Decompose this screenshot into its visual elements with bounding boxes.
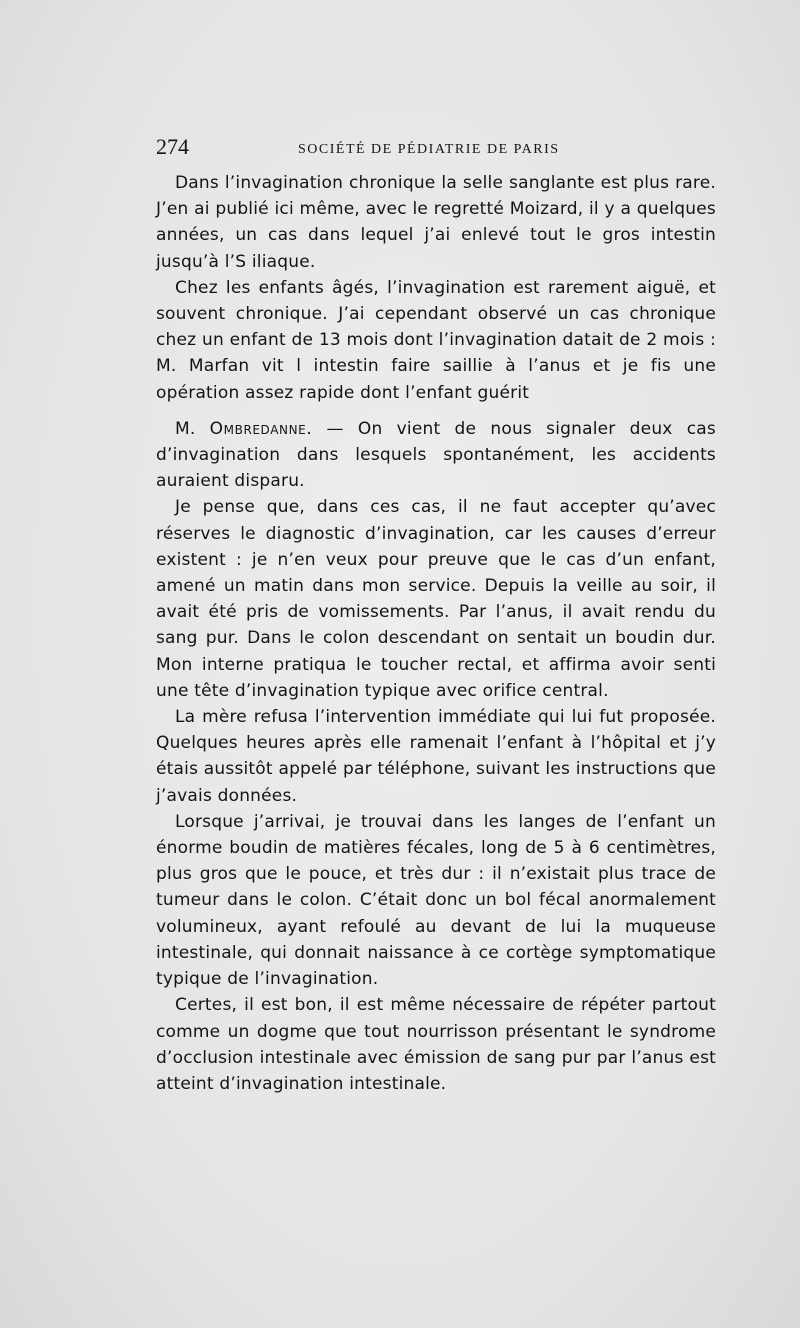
paragraph: Certes, il est bon, il est même nécessaire de répéter partout comme un dogme que tout nourrisson présentant le syndrome d’occlusion intestinale avec émission de sang pur par l’anus est atteint d’invagination intestinale. — [156, 995, 716, 1094]
speaker-name: Ombredanne. — [209, 418, 313, 439]
paragraph: Je pense que, dans ces cas, il ne faut accepter qu’avec réserves le diagnostic d’invagination, car les causes d’erreur existent : je n’en veux pour preuve que le cas d’un enfant, amené un matin dans mon service. Depuis la veille au soir, il avait été pris de vomissements. Par l’anus, il avait rendu du sang pur. Dans le colon descendant on sentait un boudin dur. Mon interne pratiqua le toucher rectal, et affirma avoir senti une tête d’invagination typique avec orifice central. — [156, 497, 716, 701]
speaker-text: — On vient de nous signaler deux cas d’invagination dans lesquels spontanément, les accidents auraient disparu. — [156, 418, 716, 492]
paragraph: Dans l’invagination chronique la selle sanglante est plus rare. J’en ai publié ici même, avec le regretté Moizard, il y a quelques années, un cas dans lequel j’ai enlevé tout le gros intestin jusqu’à l’S iliaque. — [156, 173, 716, 272]
speaker-prefix: M. — [175, 418, 196, 439]
paragraph: Chez les enfants âgés, l’invagination est rarement aiguë, et souvent chronique. J’ai cependant observé un cas chronique chez un enfant de 13 mois dont l’invagination datait de 2 mois : M. Marfan vit l intestin faire saillie à l’anus et je fis une opération assez rapide dont l’enfant guérit — [156, 277, 716, 403]
speaker-paragraph — [156, 416, 716, 495]
page-header — [156, 128, 716, 164]
paragraph: La mère refusa l’intervention immédiate qui lui fut proposée. Quelques heures après elle ramenait l’enfant à l’hôpital et j’y étais aussitôt appelé par téléphone, suivant les instructions que j’avais données. — [156, 707, 716, 806]
page-number: 274 — [156, 134, 189, 159]
body-text — [156, 170, 716, 1097]
paragraph: Lorsque j’arrivai, je trouvai dans les langes de l’enfant un énorme boudin de matières fécales, long de 5 à 6 centimètres, plus gros que le pouce, et très dur : il n’existait plus trace de tumeur dans le colon. C’était donc un bol fécal anormalement volumineux, ayant refoulé au devant de lui la muqueuse intestinale, qui donnait naissance à ce cortège symptomatique typique de l’invagination. — [156, 811, 716, 990]
running-title: SOCIÉTÉ DE PÉDIATRIE DE PARIS — [298, 142, 560, 157]
